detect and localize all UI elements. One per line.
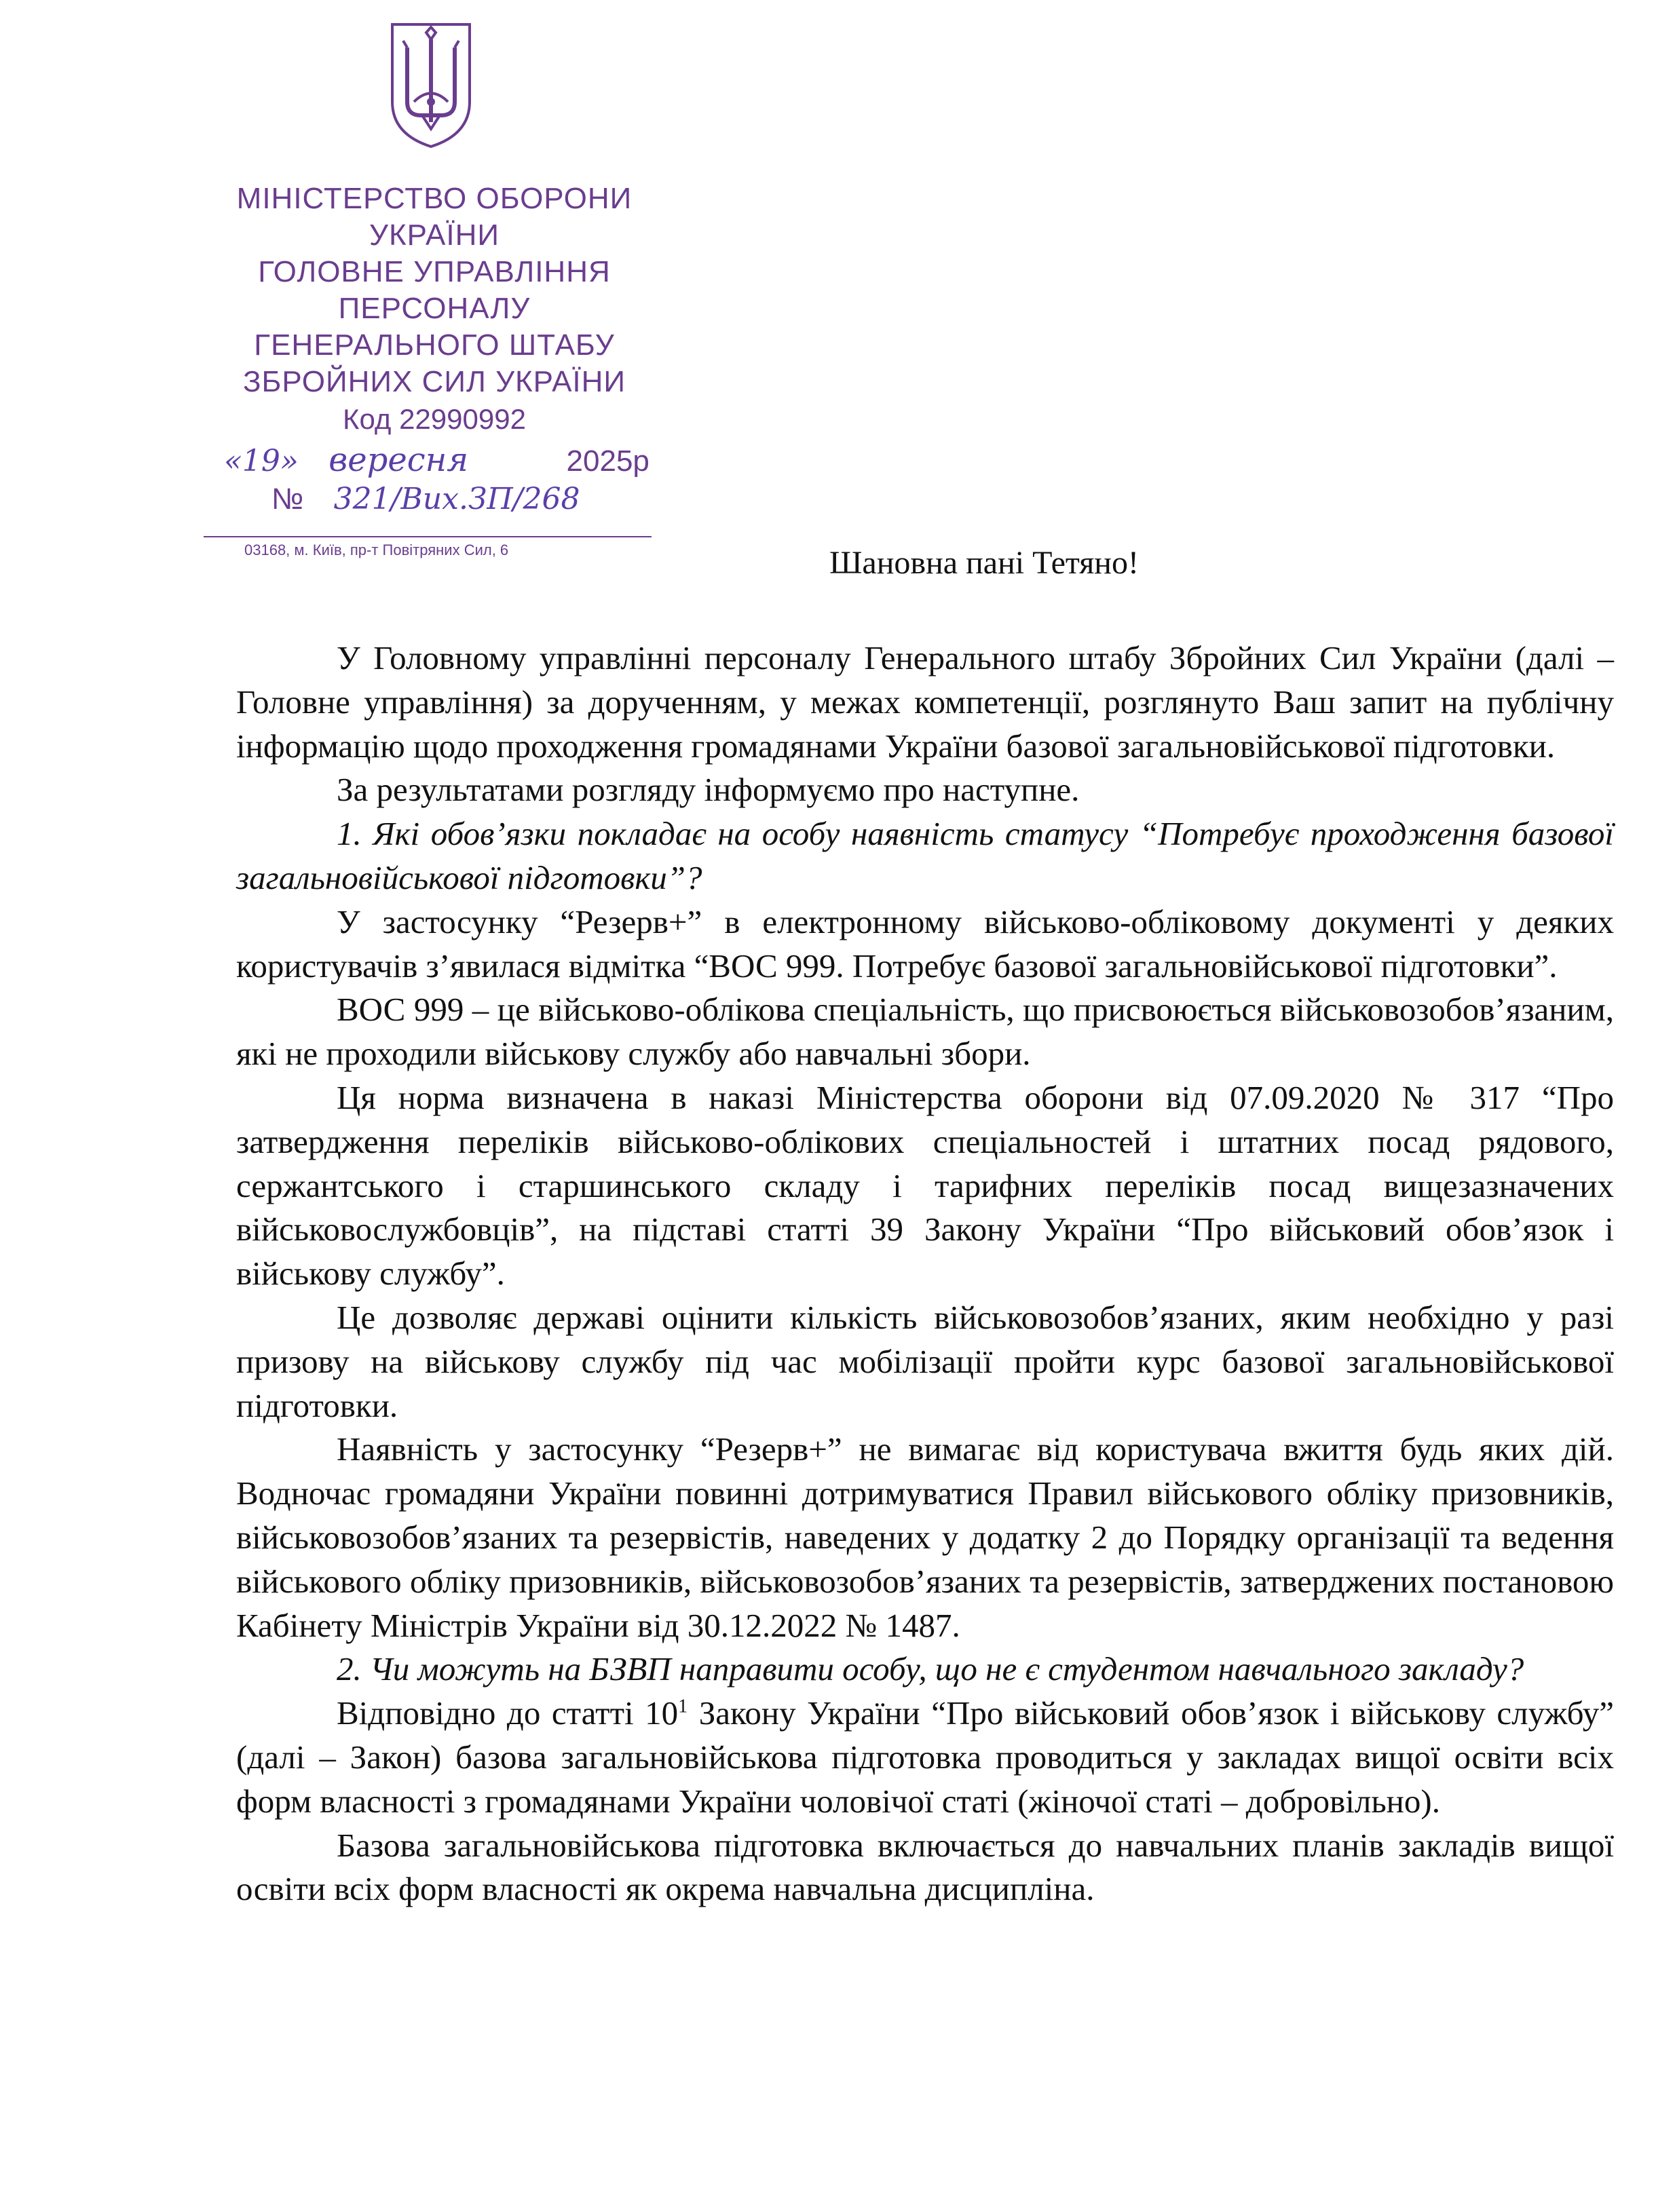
outgoing-date — [224, 441, 665, 482]
number-value: 321/Вих.ЗП/268 — [333, 482, 580, 516]
paragraph: Це дозволяє державі оцінити кількість військовозобов’язаних, яким необхідно у разі призову на військову службу під час мобілізації пройти курс базової загальновійськової підготовки. — [236, 1298, 1614, 1424]
paragraph: Базова загальновійськова підготовка включається до навчальних планів закладів вищої освіти всіх форм власності як окрема навчальна дисципліна. — [236, 1826, 1614, 1908]
question-heading: 2. Чи можуть на БЗВП направити особу, що не є студентом навчального закладу? — [337, 1650, 1524, 1688]
date-month: вересня — [328, 441, 469, 479]
paragraph: Наявність у застосунку “Резерв+” не вимагає від користувача вжиття будь яких дій. Водночас громадяни України повинні дотримуватися Правил військового обліку призовників, військовозобов’язаних та резервістів, наведених у додатку 2 до Порядку організації та ведення військового обліку призовників, військовозобов’язаних та резервістів, затверджених постановою Кабінету Міністрів України від 30.12.2022 № 1487. — [236, 1430, 1614, 1644]
ministry-stamp — [204, 20, 665, 558]
paragraph: ВОС 999 – це військово-облікова спеціальність, що присвоюється військовозобов’язаним, які не проходили військову службу або навчальні збори. — [236, 991, 1614, 1073]
stamp-line: ПЕРСОНАЛУ — [338, 292, 531, 325]
stamp-divider — [204, 536, 652, 537]
paragraph: Ця норма визначена в наказі Міністерства оборони від 07.09.2020 № 317 “Про затвердження переліків військово-облікових спеціальностей і штатних посад рядового, сержантського і старшинського складу і тарифних переліків посад вищезазначених військовослужбовців”, на підставі статті 39 Закону України “Про військовий обов’язок і військову службу”. — [236, 1078, 1614, 1293]
superscript: 1 — [678, 1696, 688, 1717]
date-day: «19» — [224, 444, 299, 478]
number-label: № — [271, 482, 304, 516]
stamp-line: УКРАЇНИ — [369, 218, 500, 252]
paragraph-text: Закону України “Про військовий обов’язок і військову службу” (далі – Закон) базова загальновійськова підготовка проводиться у закладах вищої освіти всіх форм власності з громадянами України чоловічої статі (жіночої статі – добровільно). — [236, 1694, 1614, 1820]
outgoing-number — [271, 482, 679, 522]
paragraph: За результатами розгляду інформуємо про наступне. — [337, 771, 1080, 809]
paragraph-text: Відповідно до статті 10 — [337, 1694, 679, 1732]
date-year: 2025р — [566, 444, 650, 478]
question-heading: 1. Які обов’язки покладає на особу наявність статусу “Потребує проходження базової загальновійськової підготовки”? — [236, 815, 1614, 896]
stamp-code: Код 22990992 — [343, 403, 526, 435]
salutation: Шановна пані Тетяно! — [829, 545, 1139, 581]
paragraph: У Головному управлінні персоналу Генерального штабу Збройних Сил України (далі – Головне управління) за дорученням, у межах компетенції, розглянуто Ваш запит на публічну інформацію щодо проходження громадянами України базової загальновійськової підготовки. — [236, 639, 1614, 765]
trident-coat-of-arms-icon — [387, 20, 475, 149]
stamp-address: 03168, м. Київ, пр-т Повітряних Сил, 6 — [244, 541, 509, 558]
stamp-line: ГОЛОВНЕ УПРАВЛІННЯ — [258, 255, 611, 288]
paragraph: У застосунку “Резерв+” в електронному військово-обліковому документі у деяких користувачів з’явилася відмітка “ВОС 999. Потребує базової загальновійськової підготовки”. — [236, 902, 1614, 985]
stamp-text — [204, 180, 665, 437]
paragraph — [236, 1692, 1614, 1823]
stamp-line: МІНІСТЕРСТВО ОБОРОНИ — [236, 182, 633, 215]
stamp-line: ГЕНЕРАЛЬНОГО ШТАБУ — [254, 328, 615, 362]
stamp-line: ЗБРОЙНИХ СИЛ УКРАЇНИ — [242, 365, 626, 398]
letter-body — [236, 636, 1614, 1911]
